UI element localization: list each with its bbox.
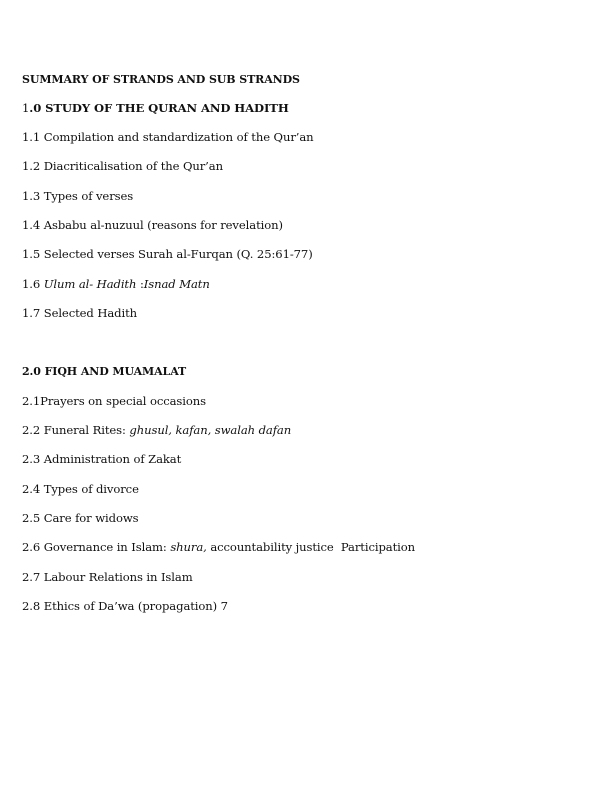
item-prefix: 1.6	[22, 276, 44, 291]
section-1-heading	[22, 94, 415, 123]
list-item: 2.1Prayers on special occasions	[22, 393, 206, 408]
heading-number: 1	[22, 100, 30, 115]
list-item: 1.7 Selected Hadith	[22, 305, 137, 320]
item-italic: ghusul, kafan, swalah dafan	[129, 423, 292, 438]
heading-text: .0 STUDY OF THE QURAN AND HADITH	[29, 100, 289, 115]
list-item: 2.7 Labour Relations in Islam	[22, 569, 193, 584]
item-italic: shura,	[170, 540, 207, 555]
list-item: 1.2 Diacriticalisation of the Qur’an	[22, 159, 223, 174]
item-italic: Isnad Matn	[143, 276, 210, 291]
item-suffix: accountability justice Participation	[206, 540, 416, 555]
document-page	[22, 65, 415, 622]
list-item: 1.4 Asbabu al-nuzuul (reasons for revelation)	[22, 217, 283, 232]
list-item: 1.3 Types of verses	[22, 188, 134, 203]
summary-title: SUMMARY OF STRANDS AND SUB STRANDS	[22, 72, 300, 86]
item-prefix: 2.6 Governance in Islam:	[22, 540, 171, 555]
list-item	[22, 270, 415, 299]
list-item: 1.5 Selected verses Surah al-Furqan (Q. 25:61-77)	[22, 247, 313, 262]
list-item: 1.1 Compilation and standardization of the Qur’an	[22, 130, 314, 145]
spacer	[22, 328, 415, 357]
list-item: 2.8 Ethics of Da’wa (propagation) 7	[22, 598, 228, 613]
list-item: 2.5 Care for widows	[22, 510, 139, 525]
section-2-heading: 2.0 FIQH AND MUAMALAT	[22, 365, 187, 379]
list-item	[22, 416, 415, 445]
item-italic: Ulum al- Hadith	[43, 276, 137, 291]
item-prefix: 2.2 Funeral Rites:	[22, 423, 130, 438]
list-item	[22, 533, 415, 562]
list-item: 2.3 Administration of Zakat	[22, 452, 182, 467]
list-item: 2.4 Types of divorce	[22, 481, 139, 496]
item-text: :	[136, 276, 144, 291]
